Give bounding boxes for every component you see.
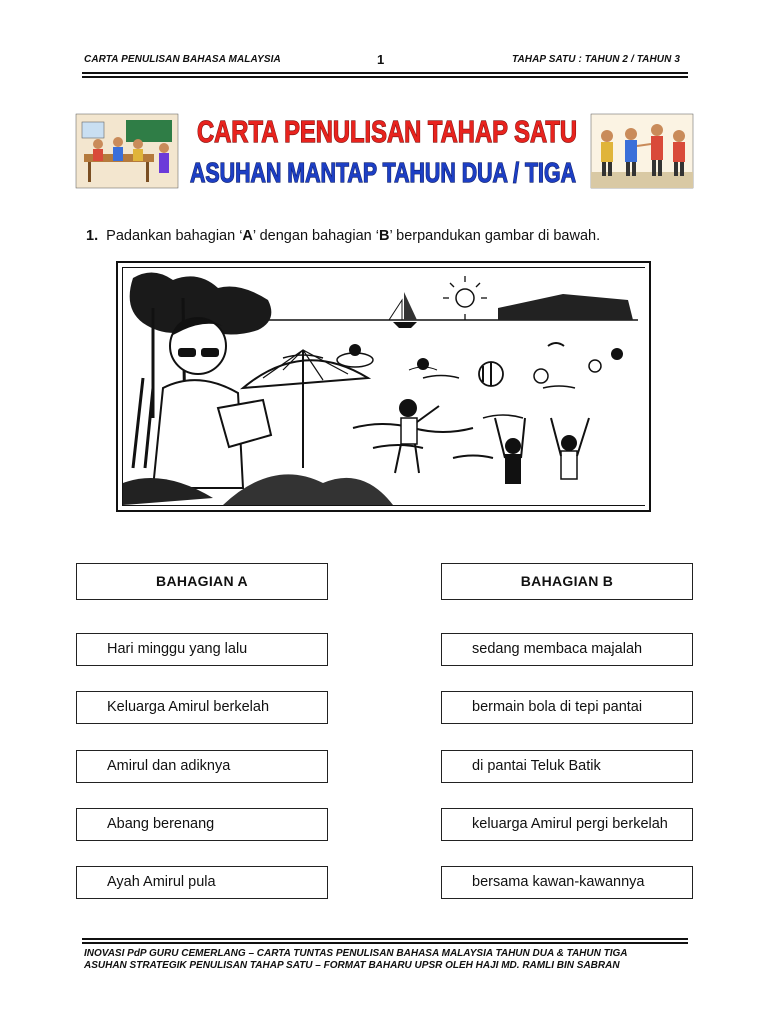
bahagian-a-item[interactable]: Ayah Amirul pula <box>76 866 328 899</box>
bahagian-a-item[interactable]: Abang berenang <box>76 808 328 841</box>
footer-line1: INOVASI PdP GURU CEMERLANG – CARTA TUNTAS PENULISAN BAHASA MALAYSIA TAHUN DUA & TAHUN TIGA <box>84 948 628 959</box>
question-text-part: Padankan bahagian ‘ <box>106 228 243 244</box>
bahagian-b-item[interactable]: bersama kawan-kawannya <box>441 866 693 899</box>
classroom-illustration <box>76 114 178 188</box>
header-level: TAHAP SATU : TAHUN 2 / TAHUN 3 <box>512 54 680 65</box>
beach-scene-illustration <box>123 268 646 505</box>
footer-line2: ASUHAN STRATEGIK PENULISAN TAHAP SATU – FORMAT BAHARU UPSR OLEH HAJI MD. RAMLI BIN SABRAN <box>84 960 620 971</box>
banner-title <box>190 112 584 192</box>
bahagian-a-item[interactable]: Keluarga Amirul berkelah <box>76 691 328 724</box>
beach-picture-frame <box>116 261 651 512</box>
question-text-part: ’ dengan bahagian ‘ <box>252 228 379 244</box>
bahagian-b-item[interactable]: di pantai Teluk Batik <box>441 750 693 783</box>
question-bold-a: A <box>242 228 253 244</box>
bahagian-a-item[interactable]: Amirul dan adiknya <box>76 750 328 783</box>
question-number: 1. <box>86 228 99 244</box>
question-text-part: ’ berpandukan gambar di bawah. <box>389 228 601 244</box>
question-bold-b: B <box>378 228 390 244</box>
page-number: 1 <box>377 52 385 67</box>
header-rule-double <box>82 76 688 78</box>
bahagian-b-item[interactable]: keluarga Amirul pergi berkelah <box>441 808 693 841</box>
bahagian-b-heading: BAHAGIAN B <box>441 563 693 600</box>
question <box>86 228 600 244</box>
bahagian-a-item[interactable]: Hari minggu yang lalu <box>76 633 328 666</box>
children-illustration <box>591 114 693 188</box>
banner-title-line2: ASUHAN MANTAP TAHUN DUA / TIGA <box>190 157 576 188</box>
banner-title-line1: CARTA PENULISAN TAHAP SATU <box>197 114 577 149</box>
header-title: CARTA PENULISAN BAHASA MALAYSIA <box>84 54 281 65</box>
footer-rule-double <box>82 942 688 944</box>
bahagian-a-heading: BAHAGIAN A <box>76 563 328 600</box>
bahagian-b-item[interactable]: sedang membaca majalah <box>441 633 693 666</box>
header-rule <box>82 72 688 74</box>
footer-rule <box>82 938 688 940</box>
bahagian-b-item[interactable]: bermain bola di tepi pantai <box>441 691 693 724</box>
